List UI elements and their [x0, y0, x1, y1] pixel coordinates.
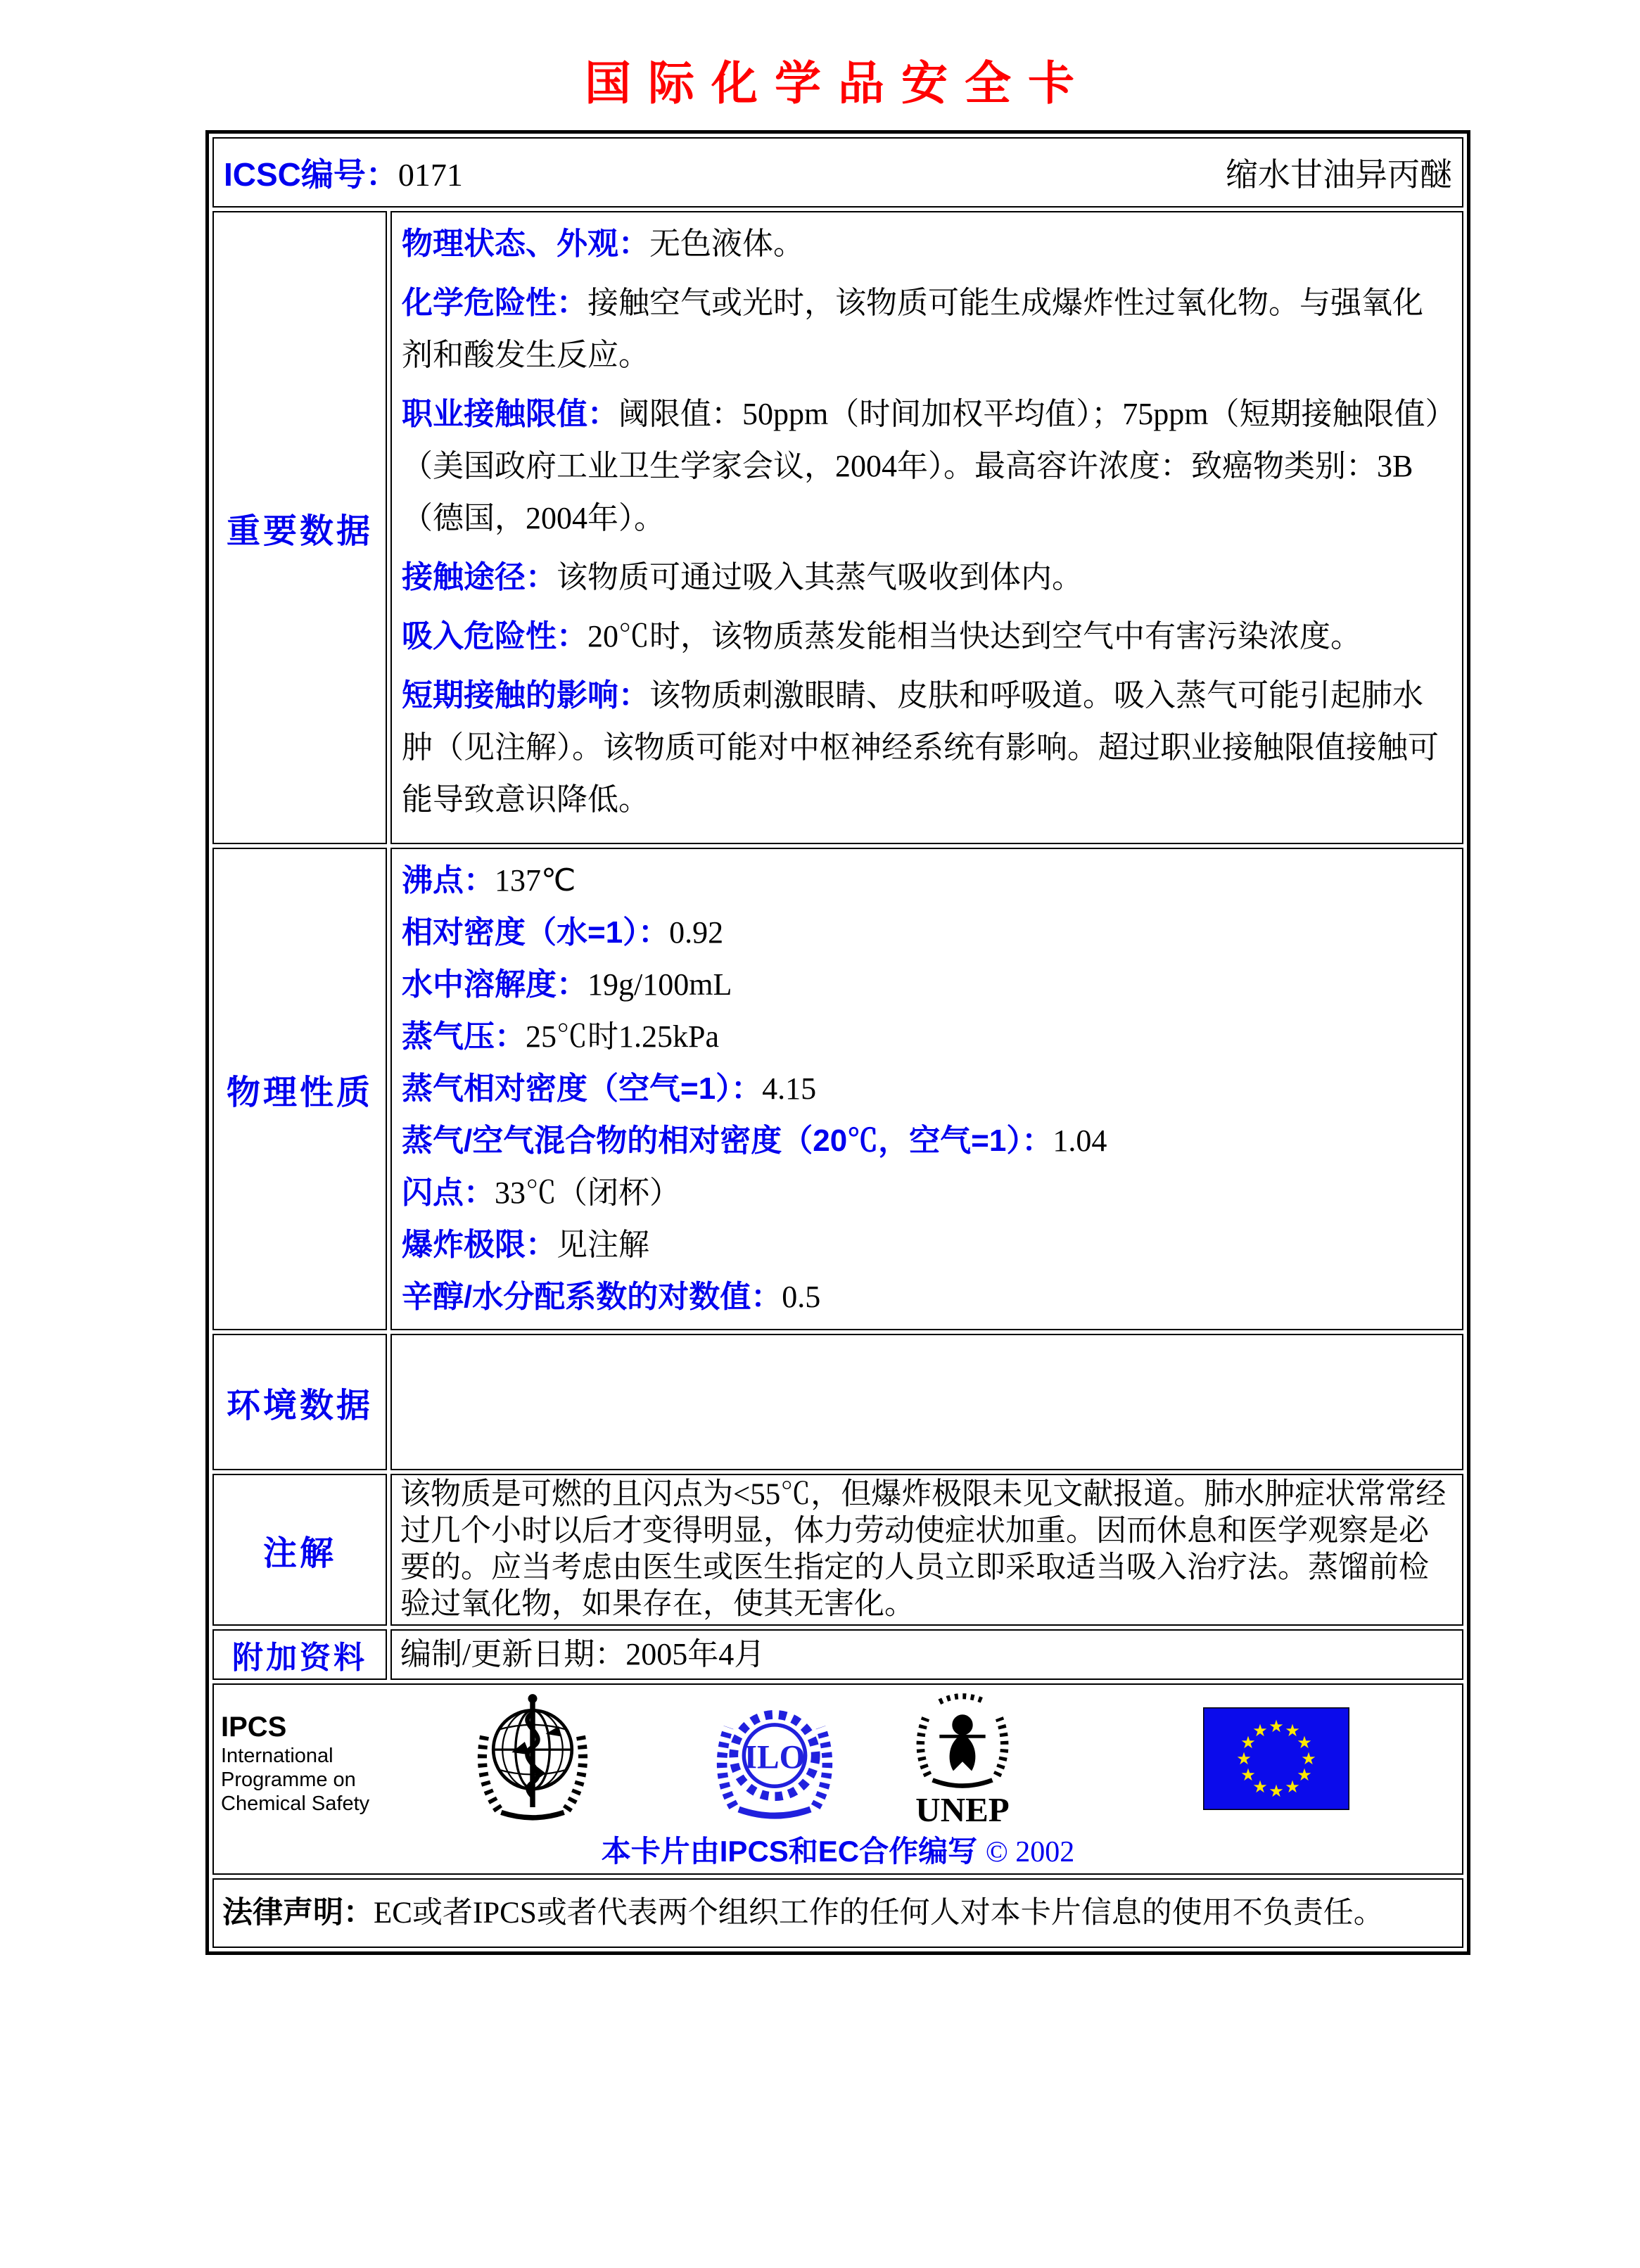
- property-entry: [402, 1167, 1452, 1219]
- entry-label: 辛醇/水分配系数的对数值：: [402, 1280, 782, 1314]
- section-label-notes: 注解: [212, 1474, 387, 1626]
- ipcs-text-block: [221, 1710, 369, 1816]
- ipcs-line-1: International: [221, 1745, 333, 1767]
- row-environmental-data: [212, 1334, 1463, 1470]
- row-important-data: [212, 211, 1463, 844]
- row-footer-logos: [212, 1683, 1463, 1875]
- entry-value: 4.15: [762, 1071, 817, 1106]
- property-entry: [402, 388, 1452, 544]
- footer-copyright: © 2002: [985, 1836, 1075, 1868]
- entry-label: 短期接触的影响：: [402, 678, 649, 713]
- property-entry: [402, 1063, 1452, 1115]
- section-content-important: [390, 211, 1463, 844]
- entry-label: 沸点：: [402, 863, 495, 898]
- entry-value: 0.5: [782, 1280, 821, 1314]
- section-content-notes: 该物质是可燃的且闪点为<55℃，但爆炸极限未见文献报道。肺水肿症状常常经过几个小时以后才变得明显，体力劳动使症状加重。因而休息和医学观察是必要的。应当考虑由医生或医生指定的人员立即采取适当吸入治疗法。蒸馏前检验过氧化物，如果存在，使其无害化。: [390, 1474, 1463, 1626]
- entry-value: 阈限值：50ppm（时间加权平均值）；75ppm（短期接触限值）（美国政府工业卫生学家会议，2004年）。最高容许浓度：致癌物类别：3B（德国，2004年）。: [402, 397, 1441, 535]
- row-physical-properties: [212, 848, 1463, 1330]
- who-logo-icon: [467, 1692, 598, 1828]
- section-content-physical: [390, 848, 1463, 1330]
- entry-label: 接触途径：: [402, 560, 557, 594]
- svg-text:★: ★: [1297, 1733, 1312, 1752]
- entry-label: 化学危险性：: [402, 286, 587, 320]
- section-content-environment: [390, 1334, 1463, 1470]
- ipcs-title: IPCS: [221, 1712, 287, 1743]
- section-content-additional: 编制/更新日期：2005年4月: [390, 1629, 1463, 1680]
- icsc-number-label: ICSC编号：: [224, 156, 398, 193]
- footer-caption-text: 本卡片由IPCS和EC合作编写: [601, 1835, 978, 1868]
- svg-text:★: ★: [1240, 1765, 1256, 1785]
- svg-text:★: ★: [1236, 1749, 1252, 1769]
- entry-label: 闪点：: [402, 1176, 495, 1210]
- svg-text:★: ★: [1285, 1777, 1300, 1797]
- row-legal: [212, 1878, 1463, 1948]
- legal-label: 法律声明：: [222, 1896, 374, 1930]
- entry-value: 无色液体。: [649, 227, 804, 261]
- entry-value: 1.04: [1053, 1123, 1107, 1158]
- chemical-name: 缩水甘油异丙醚: [1226, 157, 1452, 193]
- entry-label: 相对密度（水=1）：: [402, 915, 670, 950]
- section-label-important: 重要数据: [212, 211, 387, 844]
- section-label-additional: 附加资料: [212, 1629, 387, 1680]
- footer-caption: [214, 1828, 1462, 1871]
- section-label-physical: 物理性质: [212, 848, 387, 1330]
- ipcs-line-3: Chemical Safety: [221, 1792, 370, 1815]
- row-notes: [212, 1474, 1463, 1626]
- property-entry: [402, 552, 1452, 604]
- icsc-number-group: [224, 149, 463, 196]
- icsc-number-value: 0171: [398, 157, 463, 193]
- unep-logo-icon: [905, 1690, 1020, 1828]
- property-entry: [402, 611, 1452, 663]
- svg-text:ILO: ILO: [744, 1739, 806, 1776]
- property-entry: [402, 907, 1452, 959]
- svg-text:★: ★: [1240, 1733, 1256, 1752]
- entry-label: 蒸气压：: [402, 1019, 526, 1054]
- property-entry: [402, 1271, 1452, 1323]
- section-label-environment: 环境数据: [212, 1334, 387, 1470]
- entry-label: 吸入危险性：: [402, 619, 587, 654]
- legal-cell: [212, 1878, 1463, 1948]
- entry-value: 33℃（闭杯）: [495, 1176, 680, 1210]
- header-row: [212, 137, 1463, 208]
- property-entry: [402, 218, 1452, 270]
- svg-text:★: ★: [1269, 1716, 1284, 1736]
- svg-text:★: ★: [1252, 1721, 1268, 1740]
- svg-text:★: ★: [1269, 1781, 1284, 1801]
- entry-label: 职业接触限值：: [402, 397, 618, 431]
- entry-value: 该物质刺激眼睛、皮肤和呼吸道。吸入蒸气可能引起肺水肿（见注解）。该物质可能对中枢神经系统有影响。超过职业接触限值接触可能导致意识降低。: [402, 678, 1439, 817]
- entry-label: 物理状态、外观：: [402, 227, 649, 261]
- footer-cell: [212, 1683, 1463, 1875]
- entry-label: 爆炸极限：: [402, 1228, 557, 1262]
- svg-text:★: ★: [1252, 1777, 1268, 1797]
- svg-text:★: ★: [1297, 1765, 1312, 1785]
- header-cell: [212, 137, 1463, 208]
- entry-label: 水中溶解度：: [402, 967, 587, 1002]
- svg-text:UNEP: UNEP: [915, 1790, 1010, 1828]
- entry-value: 137℃: [495, 863, 576, 898]
- property-entry: [402, 959, 1452, 1011]
- entry-label: 蒸气/空气混合物的相对密度（20℃，空气=1）：: [402, 1123, 1053, 1158]
- entry-value: 20℃时，该物质蒸发能相当快达到空气中有害污染浓度。: [587, 619, 1361, 654]
- property-entry: [402, 1011, 1452, 1063]
- entry-value: 25℃时1.25kPa: [526, 1019, 719, 1054]
- property-entry: [402, 1115, 1452, 1167]
- entry-value: 0.92: [669, 915, 724, 950]
- legal-text: EC或者IPCS或者代表两个组织工作的任何人对本卡片信息的使用不负责任。: [374, 1897, 1384, 1930]
- ipcs-line-2: Programme on: [221, 1769, 356, 1791]
- property-entry: [402, 670, 1452, 826]
- entry-value: 该物质可通过吸入其蒸气吸收到体内。: [557, 560, 1083, 594]
- entry-value: 接触空气或光时，该物质可能生成爆炸性过氧化物。与强氧化剂和酸发生反应。: [402, 286, 1423, 372]
- ilo-logo-icon: [711, 1699, 839, 1820]
- property-entry: [402, 855, 1452, 907]
- icsc-card-table: [205, 130, 1470, 1955]
- entry-value: 19g/100mL: [587, 967, 732, 1002]
- entry-value: 见注解: [557, 1228, 649, 1262]
- property-entry: [402, 1219, 1452, 1271]
- svg-text:★: ★: [1301, 1749, 1316, 1769]
- row-additional-info: [212, 1629, 1463, 1680]
- svg-text:★: ★: [1285, 1721, 1300, 1740]
- entry-label: 蒸气相对密度（空气=1）：: [402, 1071, 763, 1106]
- property-entry: [402, 277, 1452, 381]
- page-title: 国际化学品安全卡: [585, 57, 1091, 109]
- eu-flag-icon: [1203, 1707, 1349, 1810]
